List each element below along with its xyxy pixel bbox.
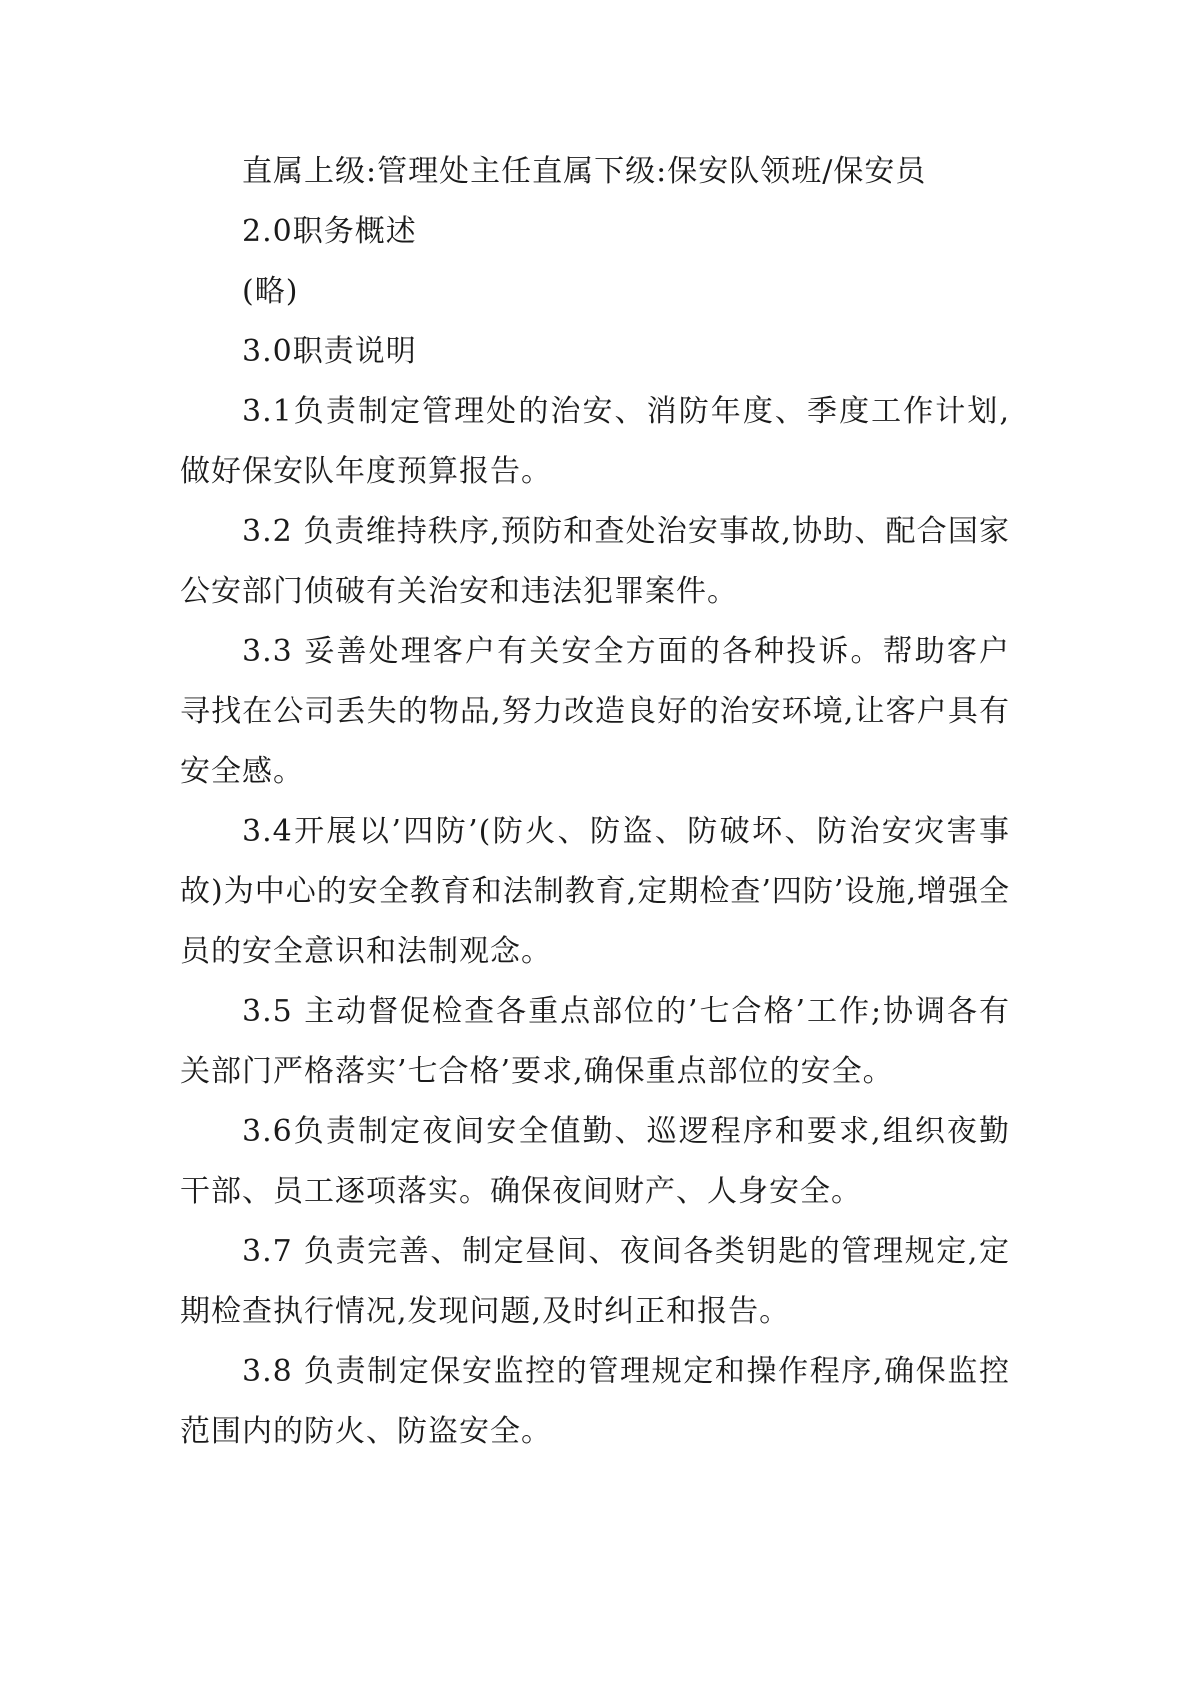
responsibility-item: 3.5 主动督促检查各重点部位的’七合格’工作;协调各有关部门严格落实’七合格’要求,确保重点部位的安全。 [180, 994, 1010, 1089]
job-overview-text: (略) [242, 274, 299, 309]
document-body [180, 142, 1010, 1462]
section-heading-job-overview: 2.0职务概述 [242, 214, 417, 249]
responsibility-item: 3.4开展以’四防’(防火、防盗、防破坏、防治安灾害事故)为中心的安全教育和法制教育,定期检查’四防’设施,增强全员的安全意识和法制观念。 [180, 814, 1010, 969]
responsibility-item: 3.2 负责维持秩序,预防和查处治安事故,协助、配合国家公安部门侦破有关治安和违法犯罪案件。 [180, 514, 1010, 609]
responsibility-item: 3.3 妥善处理客户有关安全方面的各种投诉。帮助客户寻找在公司丢失的物品,努力改造良好的治安环境,让客户具有安全感。 [180, 634, 1010, 789]
responsibility-item: 3.1负责制定管理处的治安、消防年度、季度工作计划,做好保安队年度预算报告。 [180, 394, 1010, 489]
supervisor-line: 直属上级:管理处主任直属下级:保安队领班/保安员 [242, 154, 927, 189]
responsibility-item: 3.6负责制定夜间安全值勤、巡逻程序和要求,组织夜勤干部、员工逐项落实。确保夜间财产、人身安全。 [180, 1114, 1010, 1209]
responsibility-item: 3.7 负责完善、制定昼间、夜间各类钥匙的管理规定,定期检查执行情况,发现问题,及时纠正和报告。 [180, 1234, 1010, 1329]
responsibility-item: 3.8 负责制定保安监控的管理规定和操作程序,确保监控范围内的防火、防盗安全。 [180, 1354, 1010, 1449]
section-heading-responsibilities: 3.0职责说明 [242, 334, 417, 369]
